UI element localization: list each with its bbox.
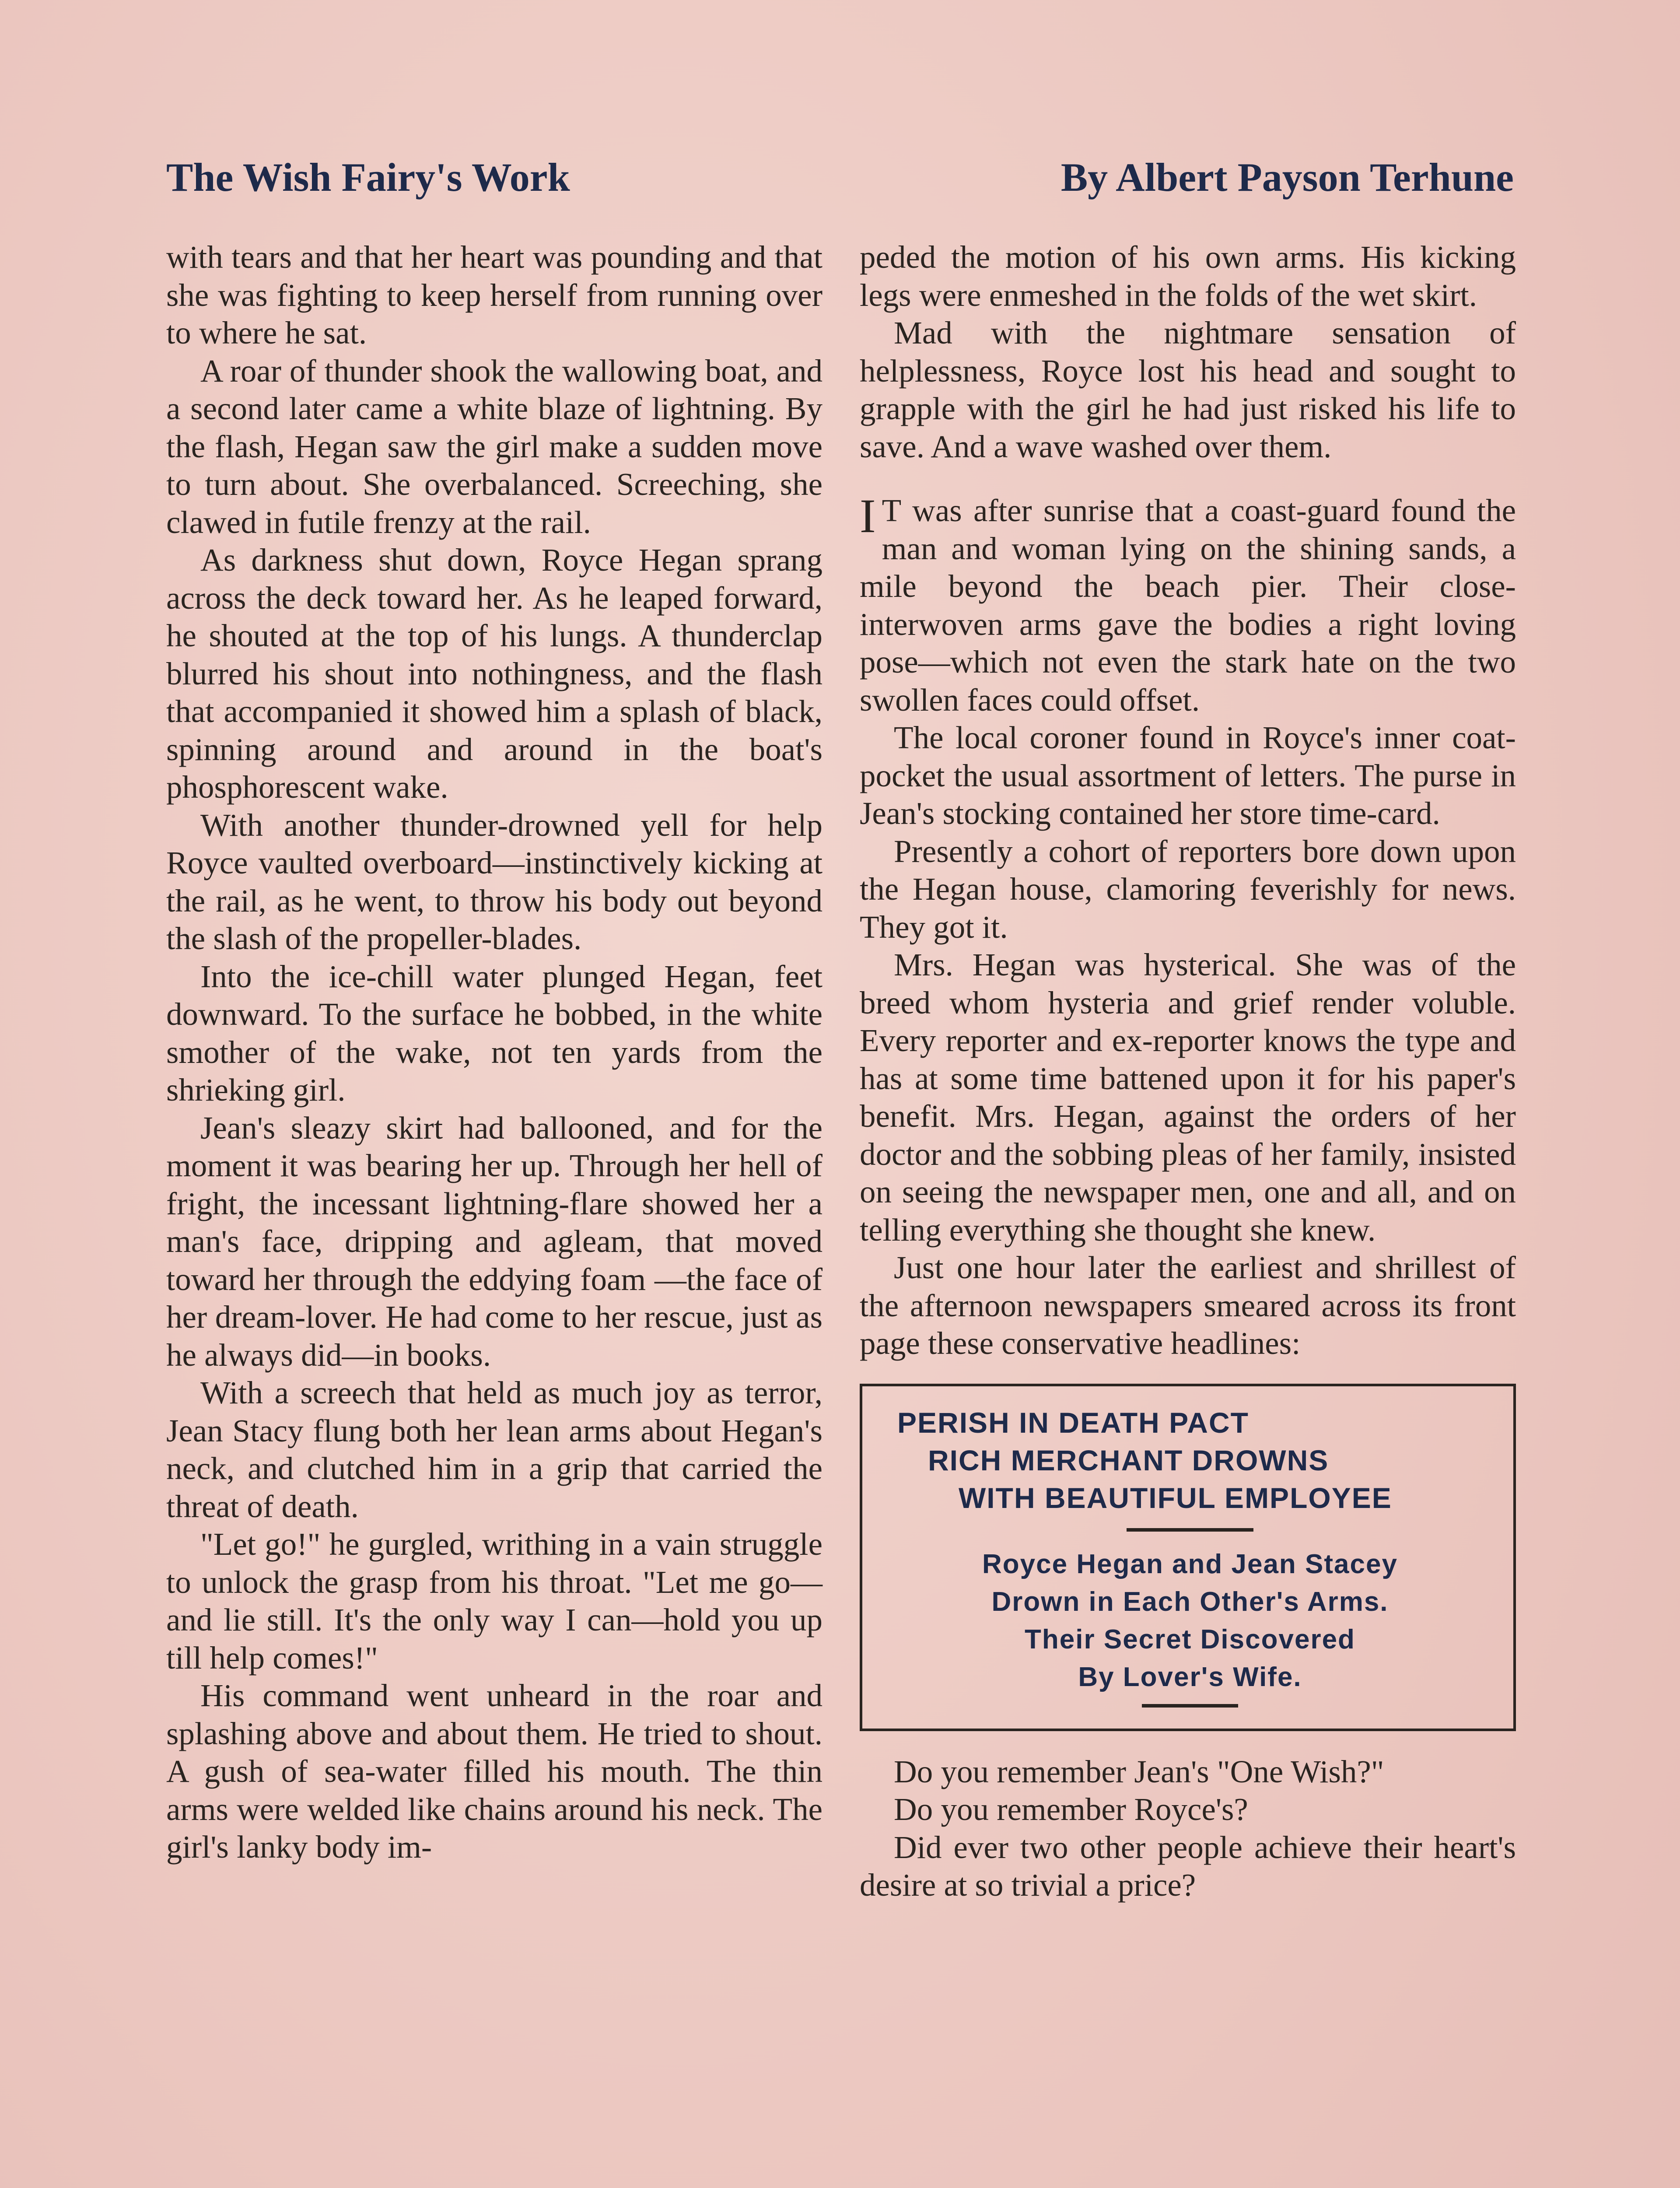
paragraph: With a screech that held as much joy as terror, Jean Stacy flung both her lean arms about Hegan's neck, and clutched him in a grip that carried the threat of death.	[166, 1375, 822, 1524]
paragraph: As darkness shut down, Royce Hegan sprang across the deck toward her. As he leaped forward, he shouted at the top of his lungs. A thunderclap blurred his shout into nothingness, and the flash that accompanied it showed him a splash of black, spinning around and around in the boat's phosphorescent wake.	[166, 542, 822, 805]
subdeck-line: Royce Hegan and Jean Stacey	[982, 1549, 1398, 1579]
paragraph: Into the ice-chill water plunged Hegan, feet downward. To the surface he bobbed, in the white smother of the wake, not ten yards from the shrieking girl.	[166, 958, 822, 1108]
right-column	[860, 238, 1516, 1904]
paragraph: Presently a cohort of reporters bore down upon the Hegan house, clamoring feverishly for news. They got it.	[860, 833, 1516, 945]
paragraph: with tears and that her heart was pounding and that she was fighting to keep herself from running over to where he sat.	[166, 239, 822, 351]
headline-end-rule	[1142, 1704, 1238, 1708]
paragraph: His command went unheard in the roar and splashing above and about them. He tried to shout. A gush of sea-water filled his mouth. The thin arms were welded like chains around his neck. The girl's lanky body im-	[166, 1678, 822, 1865]
paragraph: Mad with the nightmare sensation of helplessness, Royce lost his head and sought to grapple with the girl he had just risked his life to save. And a wave washed over them.	[860, 315, 1516, 464]
headline-main	[897, 1404, 1483, 1517]
paragraph: "Let go!" he gurgled, writhing in a vain struggle to unlock the grasp from his throat. "Let me go—and lie still. It's the only way I can—hold you up till help comes!"	[166, 1526, 822, 1676]
story-title: The Wish Fairy's Work	[166, 155, 570, 200]
paragraph: Jean's sleazy skirt had ballooned, and for the moment it was bearing her up. Through her hell of fright, the incessant lightning-flare showed her a man's face, dripping and agleam, that moved toward her through the eddying foam —the face of her dream-lover. He had come to her rescue, just as he always did—in books.	[166, 1110, 822, 1373]
paragraph: Just one hour later the earliest and shrillest of the afternoon newspapers smeared across its front page these conservative headlines:	[860, 1250, 1516, 1361]
story-author: By Albert Payson Terhune	[1060, 155, 1514, 200]
paragraph: peded the motion of his own arms. His kicking legs were enmeshed in the folds of the wet skirt.	[860, 239, 1516, 313]
paragraph: Do you remember Royce's?	[894, 1792, 1248, 1827]
paragraph: Mrs. Hegan was hysterical. She was of the breed whom hysteria and grief render voluble. Every reporter and ex-reporter knows the type and has at some time battened upon it for his paper's benefit. Mrs. Hegan, against the orders of her doctor and the sobbing pleas of her family, insisted on seeing the newspaper men, one and all, and on telling everything she thought she knew.	[860, 947, 1516, 1248]
paragraph: Did ever two other people achieve their heart's desire at so trivial a price?	[860, 1829, 1516, 1903]
paragraph: Do you remember Jean's "One Wish?"	[894, 1753, 1384, 1789]
newspaper-headline-box	[860, 1384, 1516, 1731]
headline-line: RICH MERCHANT DROWNS	[928, 1444, 1329, 1476]
section-opening-paragraph	[860, 489, 1516, 719]
paragraph: The local coroner found in Royce's inner coat-pocket the usual assortment of letters. The purse in Jean's stocking contained her store time-card.	[860, 720, 1516, 831]
subdeck-line: Drown in Each Other's Arms.	[991, 1586, 1389, 1617]
headline-subdeck	[897, 1546, 1483, 1696]
subdeck-line: By Lover's Wife.	[1078, 1662, 1302, 1692]
section-opening-text: T was after sunrise that a coast-guard found the man and woman lying on the shining sands, a mile beyond the beach pier. Their close-interwoven arms gave the bodies a right loving pose—which not even the stark hate on the two swollen faces could offset.	[860, 493, 1516, 718]
headline-line: WITH BEAUTIFUL EMPLOYEE	[959, 1481, 1392, 1514]
drop-cap: I	[860, 489, 876, 543]
paragraph: A roar of thunder shook the wallowing boat, and a second later came a white blaze of lightning. By the flash, Hegan saw the girl make a sudden move to turn about. She overbalanced. Screeching, she clawed in futile frenzy at the rail.	[166, 353, 822, 540]
headline-line: PERISH IN DEATH PACT	[897, 1406, 1249, 1439]
headline-divider	[1127, 1528, 1253, 1532]
subdeck-line: Their Secret Discovered	[1025, 1624, 1355, 1655]
paragraph: With another thunder-drowned yell for help Royce vaulted overboard—instinctively kicking at the rail, as he went, to throw his body out beyond the slash of the propeller-blades.	[166, 807, 822, 956]
left-column	[166, 238, 822, 1866]
running-head	[166, 151, 1514, 203]
